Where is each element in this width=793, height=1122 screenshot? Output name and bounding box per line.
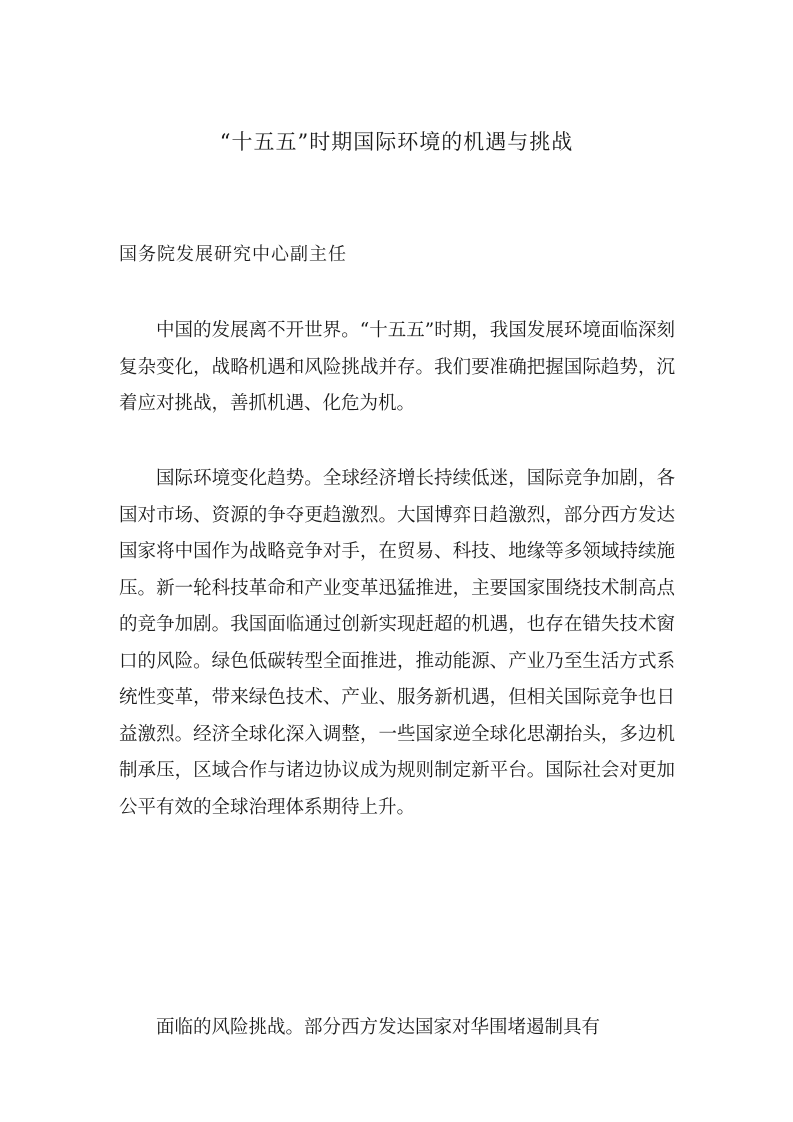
author-line: 国务院发展研究中心副主任 — [119, 244, 347, 265]
document-title: “十五五”时期国际环境的机遇与挑战 — [219, 130, 574, 154]
paragraph-risks: 面临的风险挑战。部分西方发达国家对华围堵遏制具有 — [156, 1017, 601, 1038]
paragraph-intro: 中国的发展离不开世界。“十五五”时期，我国发展环境面临深刻复杂变化，战略机遇和风险挑战并存。我们要准确把握国际趋势，沉着应对挑战，善抓机遇、化危为机。 — [119, 320, 675, 414]
paragraph-trends: 国际环境变化趋势。全球经济增长持续低迷，国际竞争加剧，各国对市场、资源的争夺更趋激烈。大国博弈日趋激烈，部分西方发达国家将中国作为战略竞争对手，在贸易、科技、地缘等多领域持续施压。新一轮科技革命和产业变革迅猛推进，主要国家围绕技术制高点的竞争加剧。我国面临通过创新实现赶超的机遇，也存在错失技术窗口的风险。绿色低碳转型全面推进，推动能源、产业乃至生活方式系统性变革，带来绿色技术、产业、服务新机遇，但相关国际竞争也日益激烈。经济全球化深入调整，一些国家逆全球化思潮抬头，多边机制承压，区域合作与诸边协议成为规则制定新平台。国际社会对更加公平有效的全球治理体系期待上升。 — [119, 468, 675, 818]
